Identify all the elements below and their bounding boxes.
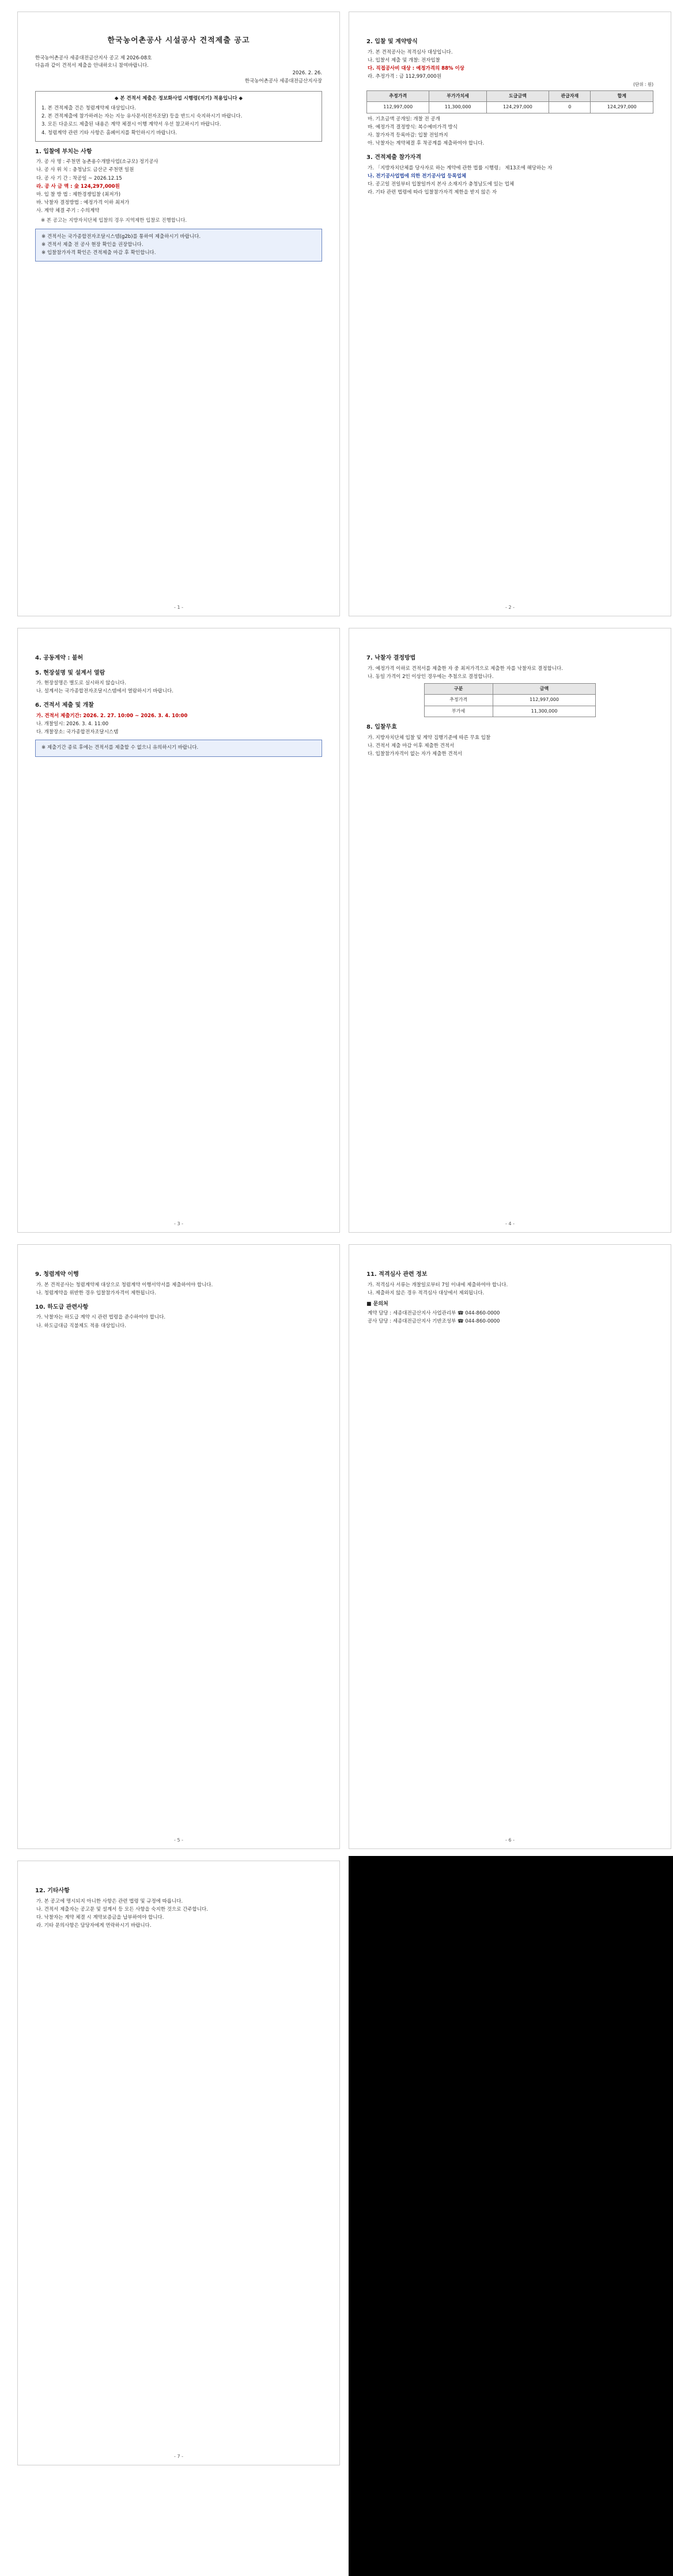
page-3: [17, 628, 340, 1233]
section-item: 나. 공 사 위 치 : 충청남도 금산군 주천면 일원: [36, 167, 134, 173]
notice-issuer: 한국농어촌공사 세종대전금산지사장: [244, 78, 322, 84]
contact-item: 공사 담당 : 세종대전금산지사 기반조성부 ☎ 044-860-0000: [368, 1318, 500, 1324]
page-7: [17, 1861, 340, 2465]
table-cell: 11,300,000: [493, 706, 596, 717]
section-item: 마. 입 찰 방 법 : 제한경쟁입찰 (최저가): [36, 191, 121, 198]
section-item: 가. 예정가격 이하로 견적서를 제출한 자 중 최저가격으로 제출한 자를 낙찰자로 결정합니다.: [368, 665, 563, 672]
info-box: [35, 740, 322, 756]
table-cell: 0: [549, 102, 591, 113]
table-row: [424, 706, 596, 717]
section-item: 가. 공 사 명 : 주천면 농촌용수개발사업(소규모) 정기공사: [36, 159, 158, 165]
section-item: 다. 공고일 전일부터 입찰일까지 본사 소재지가 충청남도에 있는 업체: [368, 181, 515, 188]
table-cell: 추정가격: [424, 695, 493, 706]
cost-table: [366, 90, 653, 113]
section-item: 아. 낙찰자는 계약체결 후 착공계를 제출하여야 합니다.: [368, 141, 485, 147]
page-number: - 2 -: [505, 604, 515, 610]
section-item: 가. 견적서 제출기간: 2026. 2. 27. 10:00 ~ 2026. 3. 4. 10:00: [36, 713, 188, 719]
section-heading: 9. 청렴계약 이행: [35, 1271, 79, 1278]
section-item: 마. 기초금액 공개일: 개찰 전 공개: [368, 116, 440, 122]
section-item: 다. 개찰장소: 국가종합전자조달시스템: [36, 729, 119, 736]
section-heading: 1. 입찰에 부치는 사항: [35, 148, 92, 155]
section-heading: 12. 기타사항: [35, 1888, 70, 1894]
section-item: 나. 입찰서 제출 및 개찰: 전자입찰: [368, 57, 440, 63]
section-heading: 7. 낙찰자 결정방법: [366, 655, 416, 661]
section-heading: 4. 공동계약 : 불허: [35, 655, 84, 661]
info-box: [35, 229, 322, 262]
page-number: - 5 -: [174, 1837, 183, 1843]
table-cell: 부가세: [424, 706, 493, 717]
table-header: 추정가격: [367, 90, 429, 101]
section-item: 가. 지방자치단체 입찰 및 계약 집행기준에 따른 무효 입찰: [368, 734, 491, 741]
notice-item: 3. 모든 다운로드 제출된 내용은 계약 체결시 이행 계약서 우선 참고하시기 바랍니다.: [41, 122, 221, 128]
section-item: 다. 입찰참가자격이 없는 자가 제출한 견적서: [368, 751, 463, 757]
section-heading: 11. 적격심사 관련 정보: [366, 1271, 428, 1278]
section-item: 가. 낙찰자는 하도급 계약 시 관련 법령을 준수하여야 합니다.: [36, 1314, 166, 1321]
notice-item: 1. 본 견적제출 건은 청렴계약제 대상입니다.: [41, 105, 136, 111]
section-item: 나. 설계서는 국가종합전자조달시스템에서 열람하시기 바랍니다.: [36, 688, 173, 695]
section-item: 사. 참가자격 등록마감: 입찰 전일까지: [368, 132, 448, 138]
section-item: 나. 전기공사업법에 의한 전기공사업 등록업체: [368, 173, 467, 179]
section-note: ※ 본 공고는 지방자치단체 입찰의 경우 지역제한 입찰로 진행합니다.: [41, 218, 187, 224]
section-heading: 5. 현장설명 및 설계서 열람: [35, 669, 105, 676]
section-item: 사. 계약 체결 주기 : 수의계약: [36, 208, 100, 214]
contact-item: 계약 담당 : 세종대전금산지사 사업관리부 ☎ 044-860-0000: [368, 1310, 500, 1316]
section-heading: 3. 견적제출 참가자격: [366, 154, 421, 161]
notice-date: 2026. 2. 26.: [292, 70, 322, 77]
section-item: 가. 본 견적공사는 적격심사 대상입니다.: [368, 49, 453, 55]
section-item: 바. 예정가격 결정방식: 복수예비가격 방식: [368, 124, 458, 130]
section-item: 라. 기타 관련 법령에 따라 입찰참가자격 제한을 받지 않은 자: [368, 190, 497, 196]
info-item: ※ 견적서는 국가종합전자조달시스템(g2b)를 통하여 제출하시기 바랍니다.: [41, 233, 201, 240]
page-2: [349, 12, 671, 616]
section-heading: 8. 입찰무효: [366, 724, 397, 731]
section-item: 나. 동일 가격이 2인 이상인 경우에는 추첨으로 결정합니다.: [368, 673, 494, 680]
section-item: 가. 본 견적공사는 청렴계약제 대상으로 청렴계약 이행서약서를 제출하여야 합니다.: [36, 1282, 213, 1288]
table-unit: (단위 : 원): [633, 82, 653, 88]
table-cell: 124,297,000: [486, 102, 549, 113]
section-item: 바. 낙찰자 결정방법 : 예정가격 이하 최저가: [36, 200, 130, 206]
section-item: 나. 하도급대금 직불제도 적용 대상입니다.: [36, 1323, 126, 1329]
section-item: 가. 본 공고에 명시되지 아니한 사항은 관련 법령 및 규정에 따릅니다.: [36, 1898, 183, 1904]
notice-box: [35, 91, 322, 142]
section-item: 라. 추정가격 : 금 112,997,000원: [368, 74, 441, 80]
table-header: 합계: [591, 90, 653, 101]
section-item: 나. 개찰일시: 2026. 3. 4. 11:00: [36, 721, 109, 728]
table-header: 구분: [424, 683, 493, 694]
table-cell: 11,300,000: [429, 102, 486, 113]
section-heading: 10. 하도급 관련사항: [35, 1304, 89, 1310]
page-number: - 6 -: [505, 1837, 515, 1843]
table-cell: 112,997,000: [493, 695, 596, 706]
page-title: 한국농어촌공사 시설공사 견적제출 공고: [107, 36, 250, 45]
section-item: 라. 공 사 금 액 : 金 124,297,000원: [36, 183, 120, 190]
table-header: 도급금액: [486, 90, 549, 101]
table-cell: 112,997,000: [367, 102, 429, 113]
section-item: 가. 「지방자치단체를 당사자로 하는 계약에 관한 법률 시행령」 제13조에 해당하는 자: [368, 165, 553, 171]
page-1: [17, 12, 340, 616]
table-cell: 124,297,000: [591, 102, 653, 113]
table-header: 부가가치세: [429, 90, 486, 101]
page-number: - 1 -: [174, 604, 183, 610]
table-row: [424, 695, 596, 706]
page-4: [349, 628, 671, 1233]
section-item: 다. 낙찰자는 계약 체결 시 계약보증금을 납부하여야 합니다.: [36, 1914, 164, 1920]
contact-heading: ■ 문의처: [366, 1301, 388, 1307]
section-item: 다. 직접공사비 대상 : 예정가격의 88% 이상: [368, 65, 464, 71]
section-heading: 6. 견적서 제출 및 개찰: [35, 702, 94, 709]
price-table: [424, 683, 596, 717]
page-number: - 4 -: [505, 1221, 515, 1226]
page-number: - 3 -: [174, 1221, 183, 1226]
section-item: 나. 견적서 제출 마감 이후 제출한 견적서: [368, 743, 455, 749]
section-item: 가. 적격심사 서류는 개찰일로부터 7일 이내에 제출하여야 합니다.: [368, 1282, 508, 1288]
blank-area: [349, 1856, 673, 2576]
section-item: 나. 청렴계약을 위반한 경우 입찰참가자격이 제한됩니다.: [36, 1290, 156, 1296]
info-item: ※ 견적서 제출 전 공사 현장 확인을 권장합니다.: [41, 241, 143, 248]
table-header: 관급자재: [549, 90, 591, 101]
intro-line: 한국농어촌공사 세종대전금산지사 공고 제 2026-08호: [35, 55, 152, 62]
notice-item: 2. 본 견적제출에 참가하려는 자는 지능 유사문서(전자조달) 등을 반드시 숙지하시기 바랍니다.: [41, 113, 243, 120]
page-number: - 7 -: [174, 2453, 183, 2459]
section-heading: 2. 입찰 및 계약방식: [366, 39, 418, 45]
intro-line: 다음과 같이 견적서 제출을 안내하오니 참여바랍니다.: [35, 63, 149, 69]
section-item: 나. 제출하지 않은 경우 적격심사 대상에서 제외됩니다.: [368, 1290, 485, 1296]
info-item: ※ 입찰참가자격 확인은 견적제출 마감 후 확인합니다.: [41, 249, 156, 256]
section-item: 다. 공 사 기 간 : 착공일 ~ 2026.12.15: [36, 175, 122, 181]
info-item: ※ 제출기간 종료 후에는 견적서를 제출할 수 없으니 유의하시기 바랍니다.: [41, 745, 199, 751]
table-header: 금액: [493, 683, 596, 694]
page-5: [17, 1244, 340, 1849]
section-item: 나. 견적서 제출자는 공고문 및 설계서 등 모든 사항을 숙지한 것으로 간주합니다.: [36, 1906, 208, 1912]
page-6: [349, 1244, 671, 1849]
section-item: 가. 현장설명은 별도로 실시하지 않습니다.: [36, 680, 126, 686]
notice-box-title: ◆ 본 견적서 제출은 정보화사업 시행령(지기) 적용입니다 ◆: [114, 95, 243, 101]
table-row: [367, 102, 653, 113]
notice-item: 4. 청렴계약 관련 기타 사항은 홈페이지를 확인하시기 바랍니다.: [41, 130, 177, 136]
section-item: 라. 기타 문의사항은 담당자에게 연락하시기 바랍니다.: [36, 1923, 152, 1929]
